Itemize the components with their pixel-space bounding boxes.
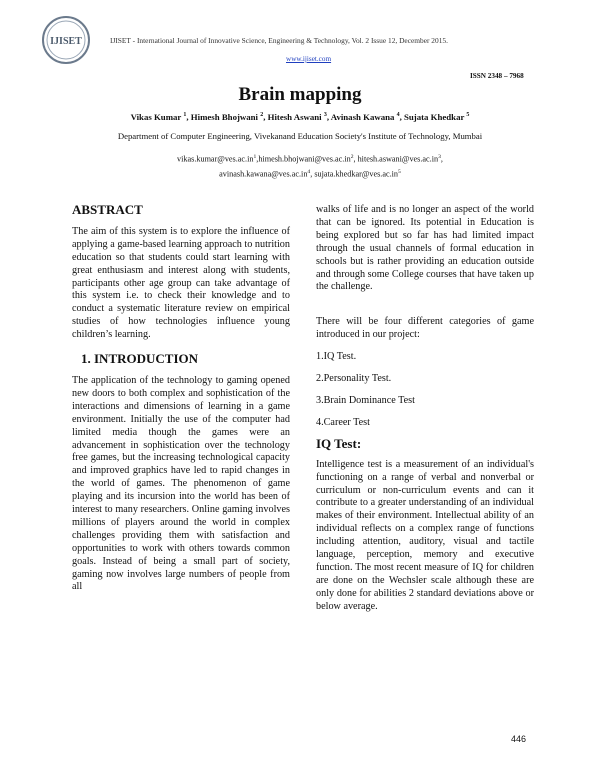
author-affiliation: 1 bbox=[183, 112, 187, 119]
author-name: Himesh Bhojwani bbox=[190, 112, 258, 122]
logo-text: IJISET bbox=[50, 36, 82, 47]
iq-test-heading: IQ Test: bbox=[316, 435, 362, 451]
category-item: 1.IQ Test. bbox=[316, 351, 357, 363]
introduction-text: The application of the technology to gaming opened new doors to both complex and sophistication of the interactions and dimensions of learning in a game environment. Initially the use of the computer had limited media though the games were an advancement in sophistication over the technology free games, but the increasing technological capacity and improved graphics have led to rapid changes in the world of games. The phenomenon of game playing and its incursion into the world has been of interest to many researchers. Online gaming involves millions of players around the world in complex challenges providing them with satisfaction and opportunities to work with others towards common goals. Instead of being a small part of society, gaming now involves large numbers of people from all bbox=[72, 374, 290, 593]
journal-logo bbox=[40, 14, 92, 66]
author-affiliation: 3 bbox=[323, 112, 327, 119]
author-name: Hitesh Aswani bbox=[267, 112, 322, 122]
author-name: Sujata Khedkar bbox=[404, 112, 465, 122]
abstract-heading: ABSTRACT bbox=[72, 202, 143, 217]
paragraph-spacer bbox=[316, 294, 534, 316]
right-column bbox=[316, 204, 534, 614]
category-item: 4.Career Test bbox=[316, 416, 370, 428]
author-name: Avinash Kawana bbox=[330, 112, 395, 122]
email-index: 1 bbox=[253, 154, 257, 160]
paper-title: Brain mapping bbox=[238, 84, 362, 105]
journal-url-link[interactable]: www.ijiset.com bbox=[286, 55, 332, 63]
email-index: 3 bbox=[438, 154, 441, 160]
email-address[interactable]: vikas.kumar@ves.ac.in bbox=[177, 154, 254, 164]
introduction-heading: 1. INTRODUCTION bbox=[81, 351, 199, 367]
left-column bbox=[72, 204, 290, 594]
iq-test-text: Intelligence test is a measurement of an individual's functioning on a range of verbal and nonverbal or curriculum or non-curriculum events and can it contribute to a greater understanding of an individual makes of their environment. Intellectual ability of an individual reflects on a complex range of functions including attention, auditory, visual and tactile language, perception, memory and executive function. The most recent measure of IQ for children are done on the Wechsler scale although these are only done for abilities 2 standard deviations above or below average. bbox=[316, 458, 534, 612]
email-address[interactable]: himesh.bhojwani@ves.ac.in bbox=[258, 154, 351, 164]
author-affiliation: 5 bbox=[466, 112, 470, 119]
issn-label: ISSN 2348 – 7968 bbox=[470, 72, 524, 80]
page-number: 446 bbox=[511, 734, 527, 744]
email-address[interactable]: hitesh.aswani@ves.ac.in bbox=[357, 154, 439, 164]
journal-citation: IJISET - International Journal of Innovative Science, Engineering & Technology, Vol. 2 Issue 12, December 2015. bbox=[110, 36, 448, 45]
author-affiliation: 2 bbox=[260, 112, 264, 119]
author-name: Vikas Kumar bbox=[130, 112, 182, 122]
categories-intro: There will be four different categories of game introduced in our project: bbox=[316, 316, 534, 341]
author-list: Vikas Kumar $^1$, Himesh Bhojwani $^2$, Hitesh Aswani $^3$, Avinash Kawana $^4$, Sujata Khedkar $^5$ bbox=[130, 112, 470, 122]
category-item: 3.Brain Dominance Test bbox=[316, 394, 415, 406]
email-index: 2 bbox=[350, 154, 354, 160]
department-affiliation: Department of Computer Engineering, Vivekanand Education Society's Institute of Technology, Mumbai bbox=[117, 131, 483, 141]
author-emails: $vikas.kumar@ves.ac.in^1,himesh.bhojwani@ves.ac.in^2$, $hitesh.aswani@ves.ac.in^3$, $avinash.kawana@ves.ac.in^4$, $sujata.khedkar@ves.ac.in^5$ bbox=[177, 154, 443, 179]
category-item: 2.Personality Test. bbox=[316, 373, 392, 385]
abstract-text: The aim of this system is to explore the influence of applying a game-based learning approach to nutrition education so that students could start learning with great enthusiasm and interest along with students, participants other age group can take advantage of this system i.e. to check their knowledge and to conduct a systematic literature review on empirical studies of how technologies influence young children’s learning. bbox=[72, 225, 290, 341]
introduction-continuation: walks of life and is no longer an aspect of the world that can be ignored. Its potential in Education is being explored but so far has had limited impact through the usual channels of formal education in schools but is rather providing an education outside and through some College courses that have taken up the challenge. bbox=[316, 204, 534, 293]
email-address[interactable]: sujata.khedkar@ves.ac.in bbox=[314, 169, 399, 179]
email-address[interactable]: avinash.kawana@ves.ac.in bbox=[219, 169, 308, 179]
author-affiliation: 4 bbox=[396, 112, 400, 119]
email-index: 5 bbox=[398, 168, 401, 175]
email-index: 4 bbox=[307, 168, 311, 175]
